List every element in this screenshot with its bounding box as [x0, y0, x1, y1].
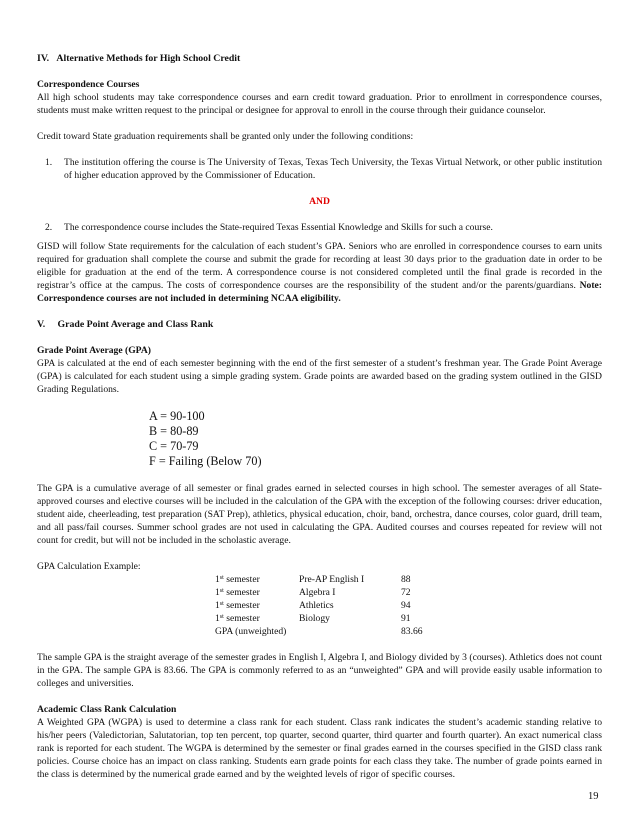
gpa-example-label: GPA Calculation Example:: [37, 561, 141, 572]
semester-cell: 1st semester: [215, 613, 260, 624]
grade-scale-list: [149, 409, 602, 469]
course-cell: Athletics: [299, 600, 334, 611]
table-row: [215, 586, 461, 599]
gpa-example-table: [215, 573, 461, 638]
document-page: [37, 52, 602, 781]
condition-1-text: The institution offering the course is The University of Texas, Texas Tech University, the Texas Virtual Network, or other public institution of higher education approved by the Commissioner of Education.: [64, 157, 602, 181]
grade-cell: 88: [401, 574, 411, 585]
condition-1-number: 1.: [45, 157, 53, 168]
section-heading-alternative-methods: IV. Alternative Methods for High School Credit: [37, 53, 241, 64]
condition-2: [37, 221, 602, 234]
table-row: [215, 573, 461, 586]
grade-scale-f: F = Failing (Below 70): [149, 454, 262, 468]
paragraph-gpa-cumulative: The GPA is a cumulative average of all semester or final grades earned in selected courses in high school. The semester averages of all State-approved courses and elective courses will be included in the calculation of the GPA with the exception of the following courses: driver education, student aide, cheerleading, test preparation (SAT Prep), athletics, physical education, choir, band, orchestra, dance courses, color guard, drill team, and all pass/fail courses. Summer school grades are not used in calculating the GPA. Audited courses and courses repeated for review will not count for credit, but will not be included in the scholastic average.: [37, 483, 602, 546]
condition-2-number: 2.: [45, 222, 53, 233]
semester-cell: 1st semester: [215, 574, 260, 585]
and-connector: AND: [309, 196, 330, 207]
paragraph-credit-conditions: Credit toward State graduation requirements shall be granted only under the following conditions:: [37, 131, 414, 142]
course-cell: Pre-AP English I: [299, 574, 365, 585]
course-cell: Biology: [299, 613, 330, 624]
paragraph-gpa-intro: GPA is calculated at the end of each semester beginning with the end of the first semester of a student’s freshman year. The Grade Point Average (GPA) is calculated for each student using a simple grading system. Grade points are awarded based on the grading system outlined in the GISD Grading Regulations.: [37, 358, 602, 395]
grade-scale-a: A = 90-100: [149, 409, 205, 423]
table-row-total: [215, 625, 461, 638]
semester-cell: 1st semester: [215, 587, 260, 598]
table-row: [215, 612, 461, 625]
grade-cell: 94: [401, 600, 411, 611]
grade-cell: 91: [401, 613, 411, 624]
paragraph-class-rank: A Weighted GPA (WGPA) is used to determine a class rank for each student. Class rank indicates the student’s academic standing relative to his/her peers (Valedictorian, Salutatorian, top ten percent, top quarter, second quarter, third quarter and fourth quarter). An exact numerical class rank is reported for each student. The WGPA is determined by the semester or final grades earned in the courses specified in the GISD class rank policies. Course choice has an impact on class ranking. Students earn grade points for each class they take. The number of grade points earned in the class is determined by the numerical grade earned and by the weighted levels of rigor of specific courses.: [37, 717, 602, 780]
subheading-class-rank: Academic Class Rank Calculation: [37, 704, 177, 715]
grade-scale-c: C = 70-79: [149, 439, 199, 453]
paragraph-sample-gpa: The sample GPA is the straight average of the semester grades in English I, Algebra I, and Biology divided by 3 (courses). Athletics does not count in the GPA. The sample GPA is 83.66. The GPA is commonly referred to as an “unweighted” GPA and will provide easily usable information to colleges and universities.: [37, 652, 602, 689]
paragraph-correspondence-intro: All high school students may take correspondence courses and earn credit toward graduation. Prior to enrollment in correspondence courses, students must make written request to the principal or designee for approval to enroll in the course through their guidance counselor.: [37, 92, 602, 116]
grade-scale-b: B = 80-89: [149, 424, 199, 438]
subheading-gpa: Grade Point Average (GPA): [37, 345, 151, 356]
grade-cell: 72: [401, 587, 411, 598]
paragraph-gisd-gpa-text: GISD will follow State requirements for the calculation of each student’s GPA. Seniors who are enrolled in correspondence courses to earn units required for graduation shall complete the course and submit the grade for recording at least 30 days prior to the graduation date in order to be eligible for graduation at the end of the term. A correspondence course is not considered completed until the final grade is recorded in the registrar’s office at the campus. The costs of correspondence courses are the responsibility of the student and/or the parents/guardians.: [37, 241, 602, 291]
page-number: 19: [588, 791, 599, 802]
course-cell: Algebra I: [299, 587, 336, 598]
subheading-correspondence-courses: Correspondence Courses: [37, 79, 140, 90]
semester-cell: 1st semester: [215, 600, 260, 611]
section-heading-gpa-class-rank: V. Grade Point Average and Class Rank: [37, 319, 214, 330]
condition-1: [37, 156, 602, 182]
paragraph-gisd-gpa-requirements: [37, 240, 602, 305]
gpa-unweighted-value: 83.66: [401, 626, 423, 637]
ncaa-note: Note: Correspondence courses are not included in determining NCAA eligibility.: [37, 280, 602, 304]
condition-2-text: The correspondence course includes the State-required Texas Essential Knowledge and Skills for such a course.: [64, 222, 493, 233]
table-row: [215, 599, 461, 612]
gpa-unweighted-label: GPA (unweighted): [215, 626, 287, 637]
